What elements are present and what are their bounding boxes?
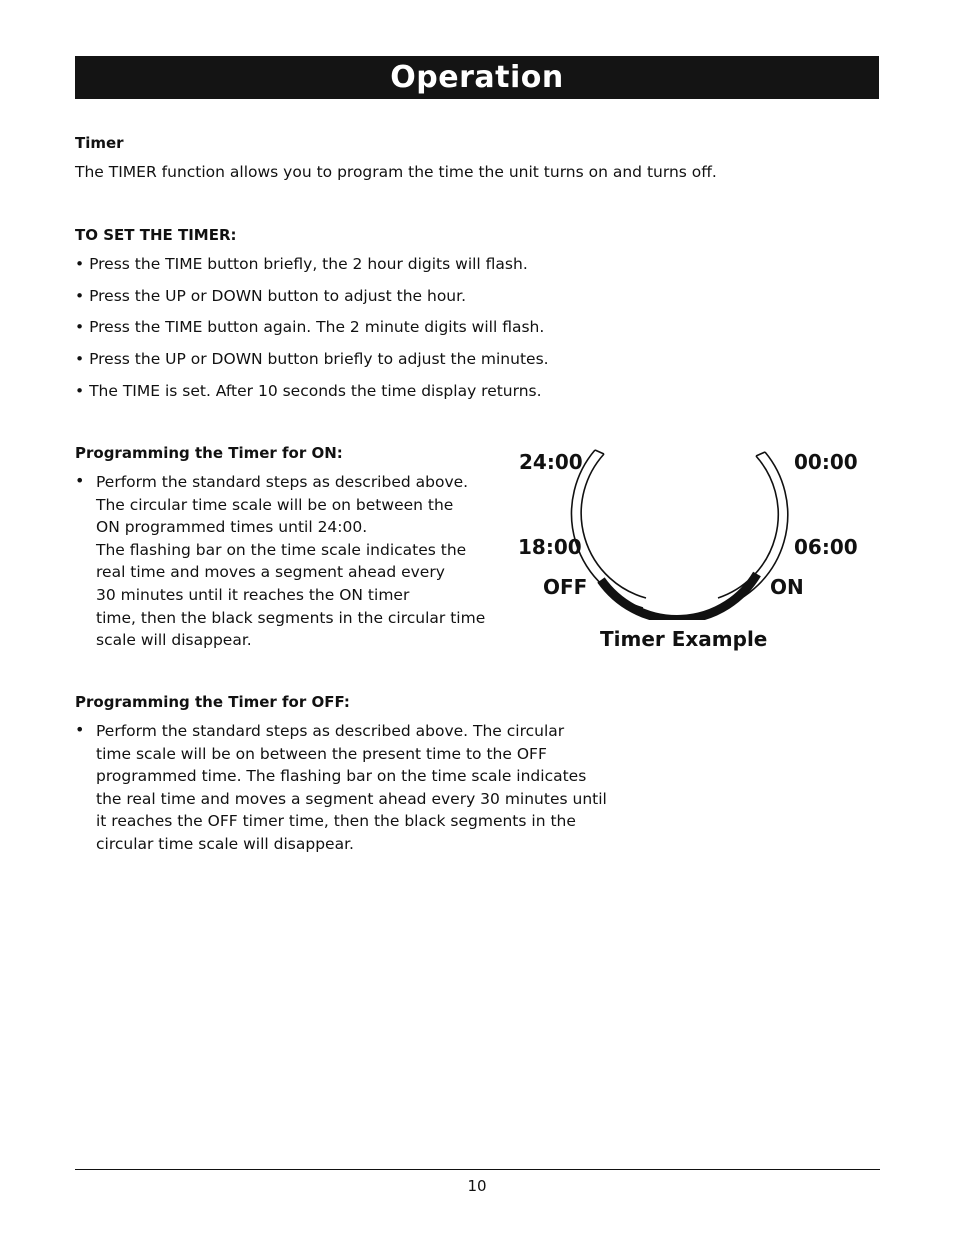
prog-on-list — [75, 471, 495, 652]
set-timer-step: • Press the TIME button again. The 2 minute digits will flash. — [75, 318, 545, 336]
prog-off-line: Perform the standard steps as described above. The circular — [96, 722, 565, 740]
prog-off-heading: Programming the Timer for OFF: — [75, 693, 350, 711]
set-timer-step: • Press the UP or DOWN button briefly to adjust the minutes. — [75, 350, 549, 368]
prog-on-line: The circular time scale will be on between the — [96, 495, 454, 514]
label-on: ON — [770, 575, 804, 599]
prog-off-list — [75, 720, 615, 856]
timer-active-segment — [601, 574, 757, 619]
prog-on-line: ON programmed times until 24:00. — [96, 518, 368, 537]
prog-off-line: it reaches the OFF timer time, then the black segments in the — [96, 812, 576, 831]
timer-description: The TIMER function allows you to program the time the unit turns on and turns off. — [75, 163, 717, 181]
page-title: Operation — [390, 60, 564, 95]
prog-on-line: scale will disappear. — [96, 631, 252, 650]
bullet-marker: • — [75, 471, 85, 490]
prog-on-line: 30 minutes until it reaches the ON timer — [96, 585, 410, 604]
prog-off-line: circular time scale will disappear. — [96, 834, 354, 853]
diagram-caption: Timer Example — [600, 627, 768, 651]
prog-off-line: the real time and moves a segment ahead every 30 minutes until — [96, 789, 607, 808]
label-06-00: 06:00 — [794, 535, 858, 559]
page-number: 10 — [467, 1177, 487, 1195]
prog-off-line: programmed time. The flashing bar on the time scale indicates — [96, 767, 587, 786]
prog-on-line: Perform the standard steps as described above. — [96, 473, 469, 491]
set-timer-step: • The TIME is set. After 10 seconds the time display returns. — [75, 382, 542, 400]
section-header-bar — [75, 56, 879, 99]
set-timer-heading: TO SET THE TIMER: — [75, 226, 237, 244]
label-off: OFF — [543, 575, 588, 599]
label-18-00: 18:00 — [518, 535, 582, 559]
prog-on-line: The flashing bar on the time scale indicates the — [96, 540, 467, 559]
prog-on-line: time, then the black segments in the circular time — [96, 608, 486, 627]
prog-off-line: time scale will be on between the present time to the OFF — [96, 744, 547, 763]
bullet-marker: • — [75, 720, 85, 739]
prog-on-heading: Programming the Timer for ON: — [75, 444, 343, 462]
timer-heading: Timer — [75, 134, 124, 152]
set-timer-step: • Press the UP or DOWN button to adjust the hour. — [75, 287, 466, 305]
footer-divider — [75, 1169, 880, 1170]
prog-on-line: real time and moves a segment ahead every — [96, 563, 445, 582]
label-24-00: 24:00 — [519, 450, 583, 474]
label-00-00: 00:00 — [794, 450, 858, 474]
set-timer-step: • Press the TIME button briefly, the 2 hour digits will flash. — [75, 255, 528, 273]
